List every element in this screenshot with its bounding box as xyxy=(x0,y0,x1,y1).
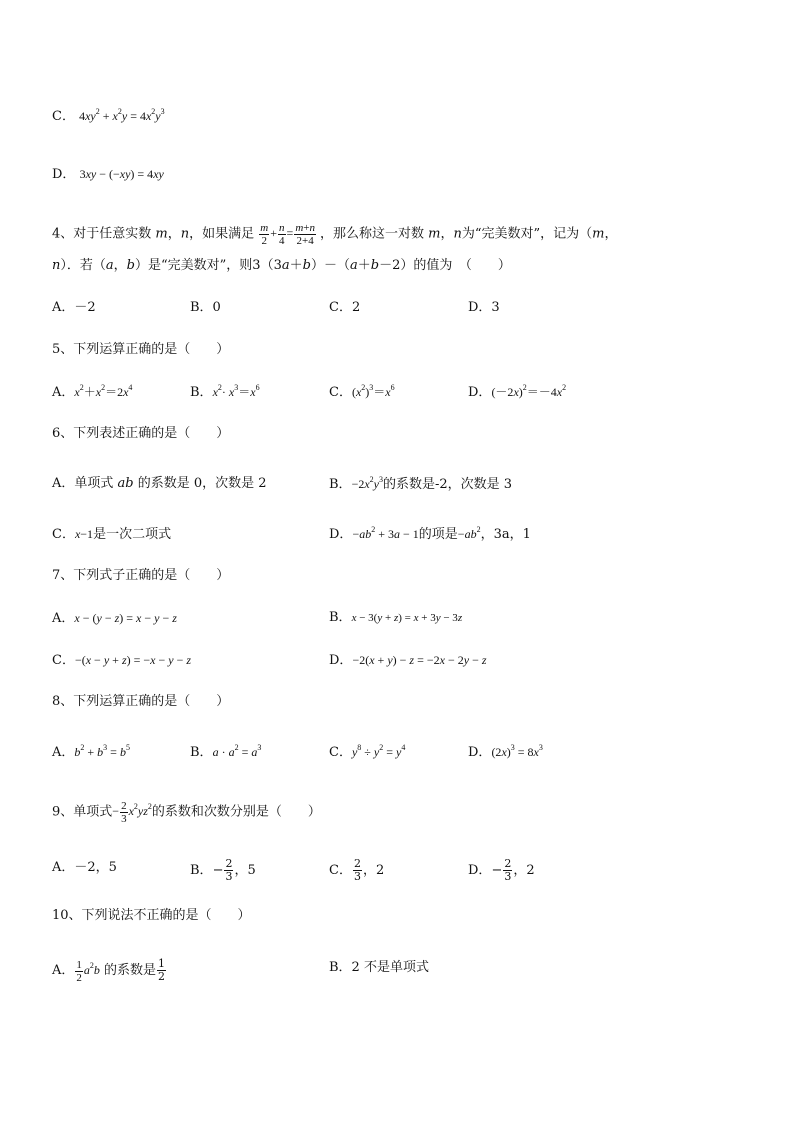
q4-option-a: A．－2 xyxy=(52,300,96,315)
q9-option-b: B．− $\frac{2}{3}$ ，5 xyxy=(190,857,256,883)
q7-option-b: B．x − 3(y + z) = x + 3y − 3z xyxy=(329,610,463,625)
q9-option-d: D．− $\frac{2}{3}$ ，2 xyxy=(468,857,535,883)
q8-option-b: B．$a \cdot a^2 = a^3$ xyxy=(190,743,262,760)
q3-option-d: D． 3xy − (−xy) = 4xy xyxy=(52,167,164,182)
q5-option-b: B．$x^2\cdot x^3=x^6$ xyxy=(190,383,260,400)
q9-option-a: A．－2，5 xyxy=(52,860,117,875)
q3-option-c-expr: $4xy^2 + x^2y = 4x^2y^3$ xyxy=(79,107,165,123)
q7-option-a: A．x − (y − z) = x − y − z xyxy=(52,611,177,626)
q8-option-c: C．$y^8 \div y^2 = y^4$ xyxy=(329,743,406,760)
q4-stem-line2: n）．若（a，b）是“完美数对”，则3（3a＋b）－（a＋b－2）的值为 （ ） xyxy=(52,258,511,273)
q8-stem: 8、下列运算正确的是（ ） xyxy=(52,694,230,709)
q3-option-d-expr: 3xy − (−xy) = 4xy xyxy=(79,167,164,181)
q3-option-c: C． $4xy^2 + x^2y = 4x^2y^3$ xyxy=(52,107,165,124)
q4-option-d: D．3 xyxy=(468,300,500,315)
q4-condition-formula: $\frac{m}{2}$ + $\frac{n}{4}$ = $\frac{m+n}{2+4}$ xyxy=(260,222,315,247)
q9-monomial: − $\frac{2}{3}$ $x^2yz^2$ xyxy=(112,800,152,825)
q9-stem: 9、单项式− $\frac{2}{3}$ $x^2yz^2$的系数和次数分别是（ ） xyxy=(52,800,321,825)
q9-option-c: C． $\frac{2}{3}$ ，2 xyxy=(329,857,385,883)
q6-stem: 6、下列表述正确的是（ ） xyxy=(52,426,230,441)
q5-option-d: D．$(-2x)^2=-4x^2$ xyxy=(468,383,567,400)
q4-stem-line1: 4、对于任意实数 m，n，如果满足 $\frac{m}{2}$ + $\frac{n}{4}$ = $\frac{m+n}{2+4}$ ，那么称这一对数 m，n为“完美数对”，记为（m， xyxy=(52,222,618,247)
q8-option-a: A．$b^2 + b^3 = b^5$ xyxy=(52,743,130,760)
q8-option-d: D．$(2x)^3 = 8x^3$ xyxy=(468,743,543,760)
q7-option-d: D．−2(x + y) − z = −2x − 2y − z xyxy=(329,653,487,668)
q7-stem: 7、下列式子正确的是（ ） xyxy=(52,568,230,583)
q6-option-b: B．$-2x^2y^3$的系数是-2，次数是 3 xyxy=(329,475,513,492)
q5-option-c: C．$(x^2)^3=x^6$ xyxy=(329,383,395,400)
q5-option-a: A．$x^2+x^2=2x^4$ xyxy=(52,383,133,400)
q10-option-a: A． $\frac{1}{2}$ $a^2b$ 的系数是 $\frac{1}{2}$ xyxy=(52,957,166,984)
q4-option-c: C．2 xyxy=(329,300,361,315)
q10-option-b: B．2 不是单项式 xyxy=(329,960,429,975)
q5-stem: 5、下列运算正确的是（ ） xyxy=(52,342,230,357)
q4-option-b: B．0 xyxy=(190,300,221,315)
q6-option-a: A．单项式 ab 的系数是 0，次数是 2 xyxy=(52,476,267,491)
q6-option-d: D．$-ab^2 + 3a - 1$的项是$-ab^2$，3a，1 xyxy=(329,525,531,542)
q7-option-c: C．−(x − y + z) = −x − y − z xyxy=(52,653,192,668)
q10-stem: 10、下列说法不正确的是（ ） xyxy=(52,908,251,923)
q6-option-c: C．x−1是一次二项式 xyxy=(52,527,172,542)
